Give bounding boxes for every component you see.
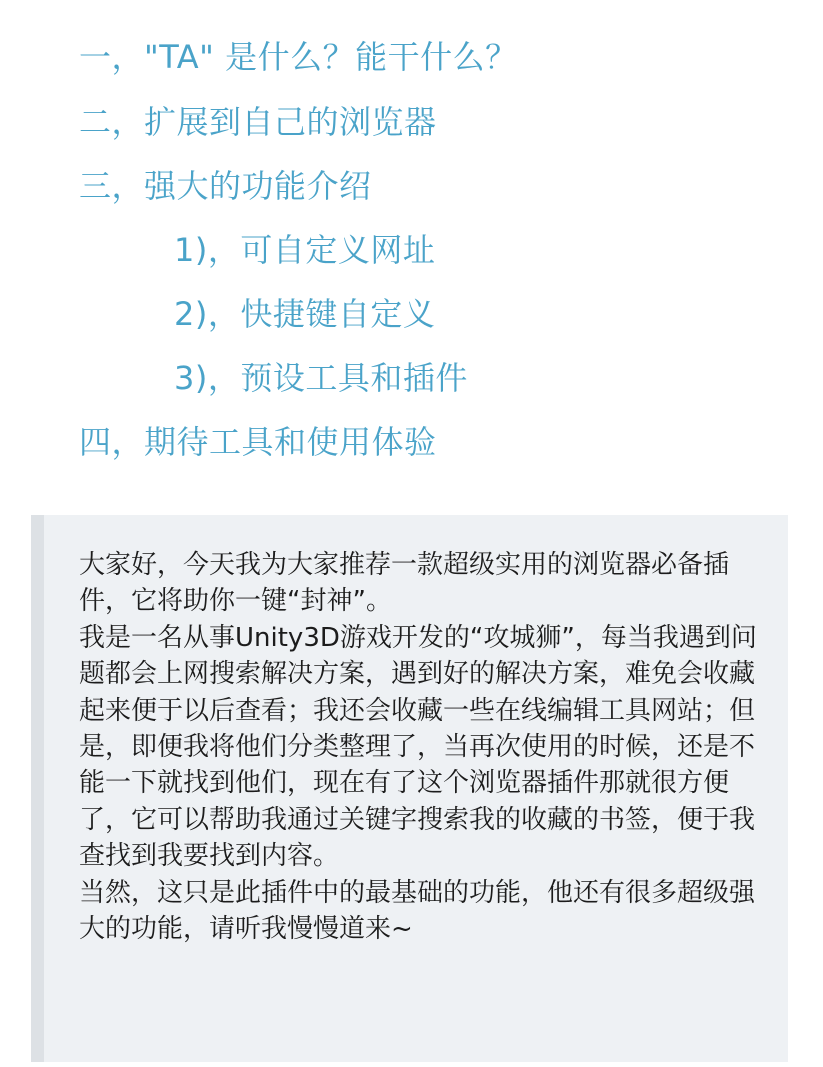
intro-paragraph-2: 我是一名从事Unity3D游戏开发的“攻城狮”，每当我遇到问题都会上网搜索解决方案，遇到好的解决方案，难免会收藏起来便于以后查看；我还会收藏一些在线编辑工具网站；但是，即便我将他们分类整理了，当再次使用的时候，还是不能一下就找到他们，现在有了这个浏览器插件那就很方便了，它可以帮助我通过关键字搜索我的收藏的书签，便于我查找到我要找到内容。 (79, 622, 757, 872)
toc-item-2: 二，扩展到自己的浏览器 (79, 103, 437, 141)
intro-paragraph-1: 大家好，今天我为大家推荐一款超级实用的浏览器必备插件，它将助你一键“封神”。 (79, 550, 730, 617)
toc-subitem-1: 1)，可自定义网址 (174, 231, 436, 269)
intro-paragraph-3: 当然，这只是此插件中的最基础的功能，他还有很多超级强大的功能，请听我慢慢道来~ (79, 877, 756, 945)
intro-quote-block (31, 515, 788, 1062)
toc-item-4: 四，期待工具和使用体验 (79, 423, 437, 461)
toc-item-1: 一，"TA" 是什么？能干什么？ (79, 38, 518, 76)
toc-item-3: 三，强大的功能介绍 (79, 167, 372, 205)
toc-subitem-3: 3)，预设工具和插件 (174, 359, 468, 397)
toc-subitem-2: 2)，快捷键自定义 (174, 295, 436, 333)
intro-text (79, 547, 759, 947)
